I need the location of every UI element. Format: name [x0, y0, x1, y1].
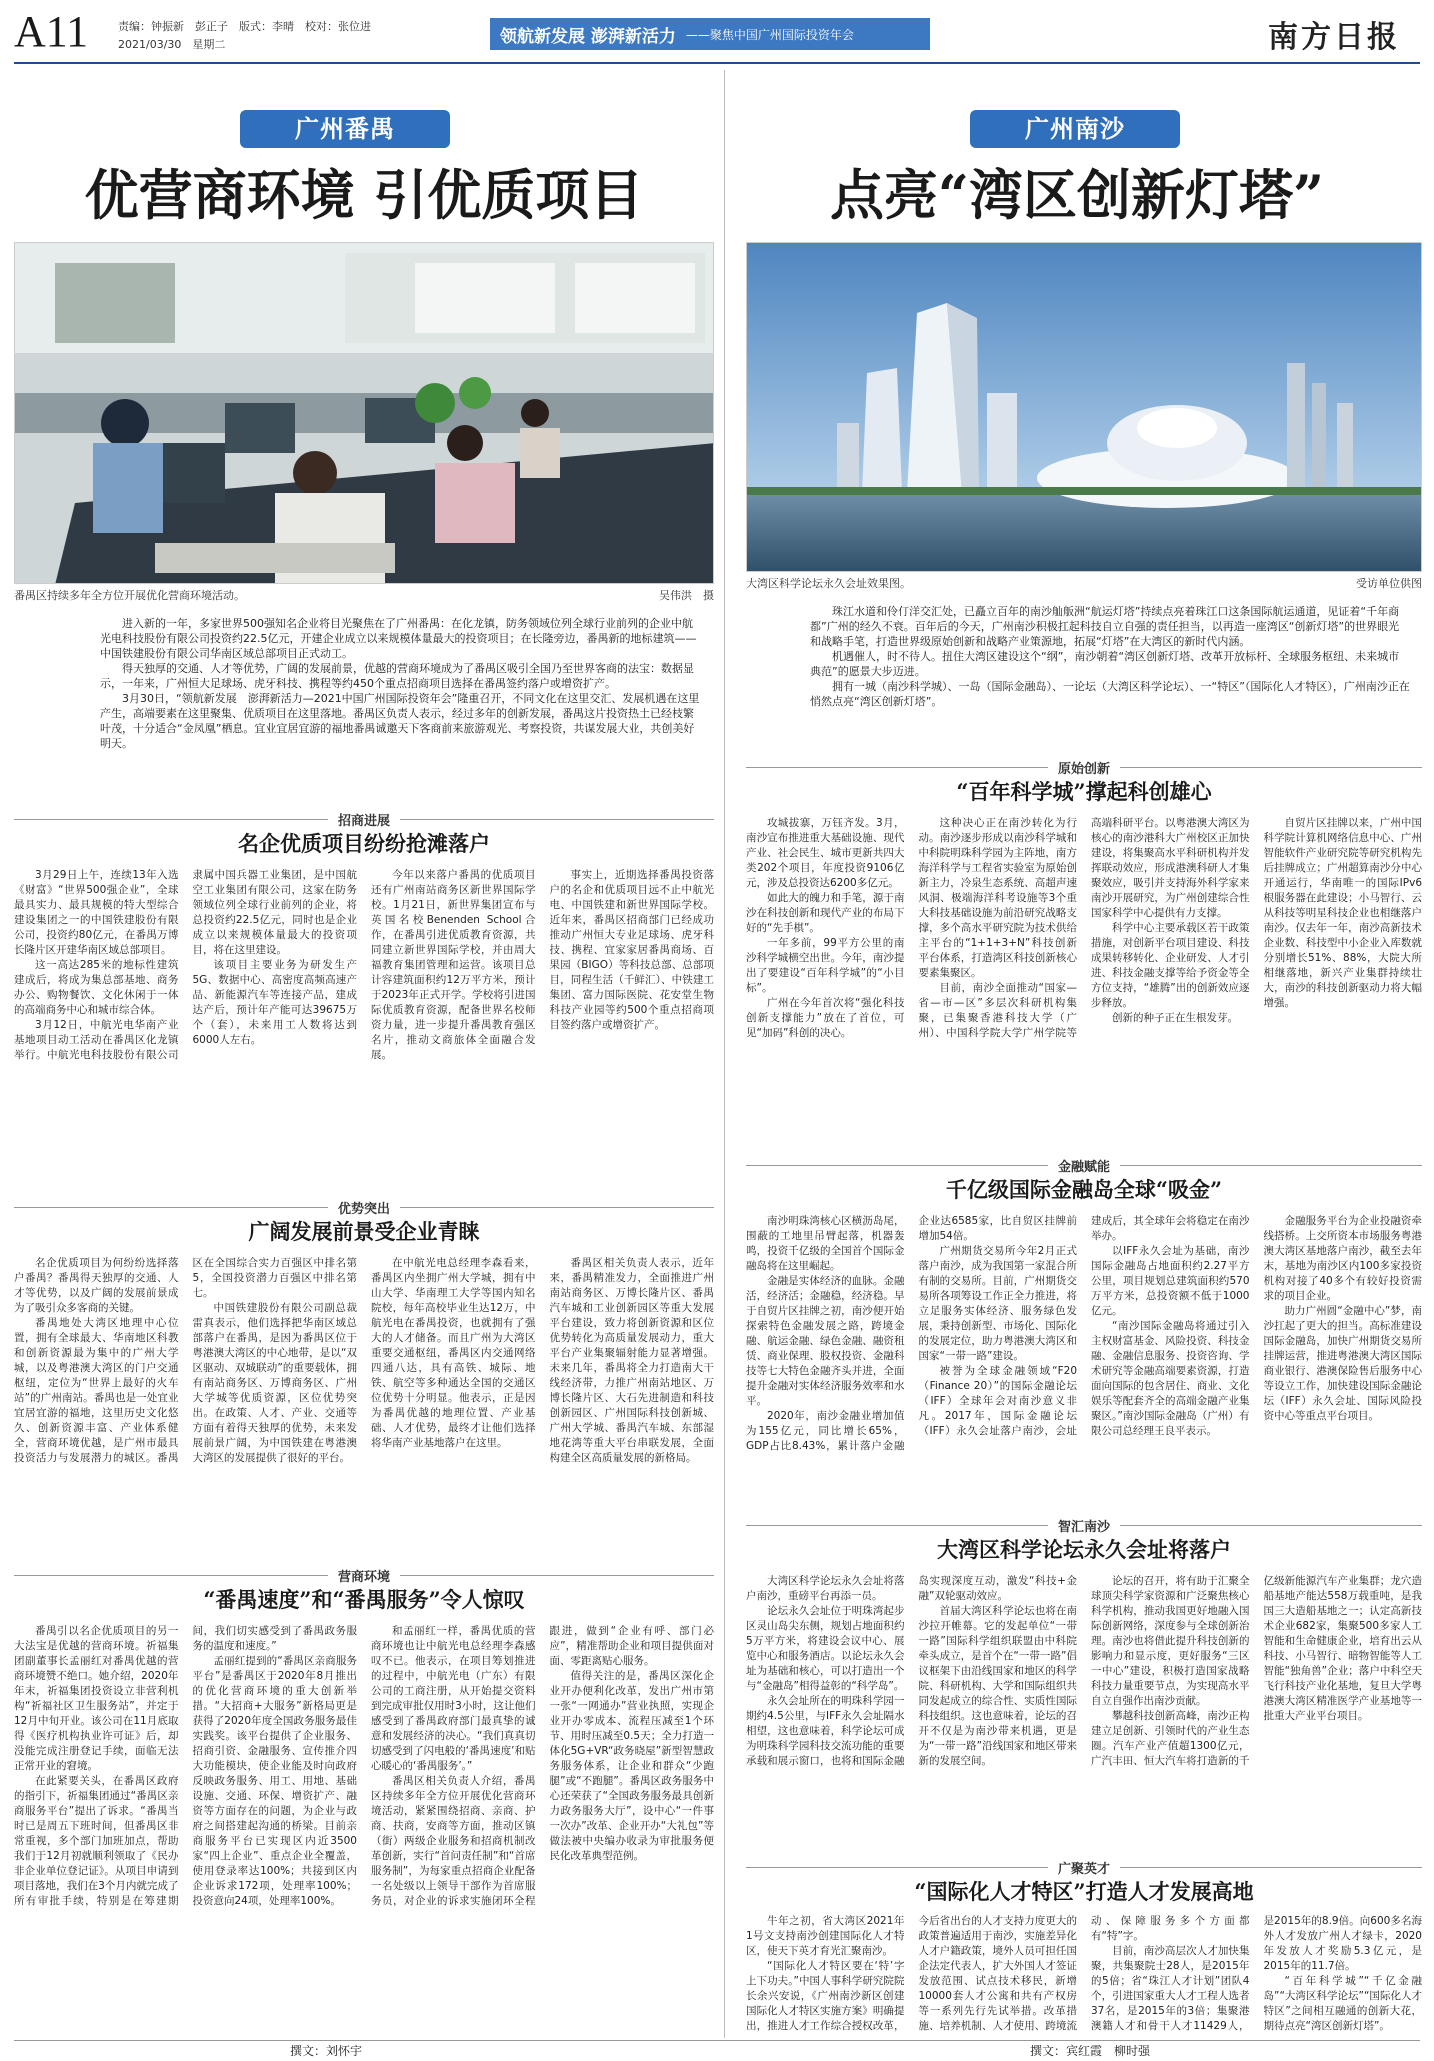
- kicker-label: 金融赋能: [1058, 1160, 1111, 1175]
- kicker-talent-wisdom: [746, 1516, 1422, 1535]
- paragraph: 自贸片区挂牌以来，广州中国科学院计算机网络信息中心、广州智能软件产业研究院等研究机构先后挂牌成立；广州超算南沙分中心开通运行，华南唯一的国际IPv6根服务器在此建设；小马智行、云从科技等明星科技企业也相继落户南沙。仅去年一年，南沙高新技术企业数、科技型中小企业入库数就分别增长51%、88%，大院大所相继落地，新兴产业集群持续壮大，南沙的科技创新驱动力将大幅增强。: [1263, 817, 1422, 1009]
- photo-caption-nansha: 大湾区科学论坛永久会址效果图。: [746, 577, 911, 590]
- kicker-rule: [14, 1575, 328, 1576]
- paragraph: 番禺引以名企优质项目的另一大法宝是优越的营商环境。祈福集团副董事长孟丽红对番禺优越的营商环境赞不绝口。她介绍，2020年年末，祈福集团投资设立非营利机构“祈福社区卫生服务站”，并定于12月中旬开业。该公司在11月底取得《医疗机构执业许可证》后，却没能完成注册登记手续，面临无法正常开业的窘境。: [14, 1625, 179, 1772]
- kicker-label: 营商环境: [338, 1570, 391, 1585]
- paragraph: 牛年之初，省大湾区2021年1号文支持南沙创建国际化人才特区，使天下英才育光汇聚南沙。: [746, 1915, 905, 1957]
- subhead-talent-zone: “国际化人才特区”打造人才发展高地: [914, 1879, 1254, 1904]
- paragraph: 助力广州圆“金融中心”梦，南沙扛起了更大的担当。高标准建设国际金融岛，加快广州期货交易所挂牌运营，推进粤港澳大湾区国际商业银行、港澳保险售后服务中心等设立工作，加快建设国际金融论坛（IFF）永久会址、国际风险投资中心等重点平台项目。: [1263, 1305, 1422, 1422]
- footer-rule: [14, 2040, 1420, 2041]
- paragraph: “国际化人才特区要在‘特’字上下功夫。”中国人事科学研究院院长余兴安说，《广州南沙新区创建国际化人才特区实施方案》明确提出，推进人才工作综合授权改革，今后省出台的人才支持力度更大的政策普遍适用于南沙，实施差异化人才户籍政策，境外人员可担任国企法定代表人，扩大外国人才签证发放范围、试点技术移民，新增10000套人才公寓和共有产权房等一系列先行先试举措。改革措施、培养机制、人才使用、跨境流动、保障服务多个方面都有“特”字。: [746, 1915, 1250, 2032]
- article-talent-zone: [746, 1914, 1422, 2034]
- photo-caption-panyu: 番禺区持续多年全方位开展优化营商环境活动。: [14, 589, 245, 602]
- article-science-forum: [746, 1574, 1422, 1852]
- paragraph: 如此大的魄力和手笔，源于南沙在科技创新和现代产业的布局下好的“先手棋”。: [746, 892, 905, 934]
- section-tag-nansha: 广州南沙: [970, 110, 1180, 148]
- paragraph: 事实上，近期选择番禺投资落户的名企和优质项目远不止中航光电、中国铁建和新世界国际学校。近年来，番禺区招商部门已经成功推动广州恒大专业足球场、虎牙科技、携程、宜家家居番禺商场、百果园（BIGO）等科技总部、总部项目，同程生活（千鲜汇）、中铁建工集团、富力国际医院、花安堂生物科技产业园等约500个重点招商项目签约落户或增资扩产。: [549, 869, 714, 1031]
- paragraph: “南沙国际金融岛将通过引入主权财富基金、风险投资、科技金融、金融信息服务、投资咨询、学术研究等金融高端要素资源，打造面向国际的包含居住、商业、文化娱乐等配套齐全的高端金融产业集聚区。”南沙国际金融岛（广州）有限公司总经理王良平表示。: [1091, 1320, 1250, 1437]
- column-divider: [724, 70, 725, 2038]
- kicker-talent-gathering: [746, 1858, 1422, 1877]
- paragraph: 攀越科技创新高峰，南沙正构建立足创新、引领时代的产业生态圈。汽车产业产值超1300亿元，广汽丰田、恒大汽车将打造新的千亿级新能源汽车产业集群；龙穴造船基地产能达558万载重吨，是我国三大造船基地之一；认定高新技术企业682家，集聚500多家人工智能和生命健康企业，培育出云从科技、小马智行、暗物智能等人工智能“独角兽”企业；落户中科空天飞行科技产业化基地，复旦大学粤港澳大湾区精准医学产业基地等一批重大产业平台项目。: [1091, 1575, 1422, 1767]
- photo-nansha-forum-rendering: [746, 242, 1422, 572]
- kicker-rule: [1120, 767, 1422, 768]
- paragraph: 金融是实体经济的血脉。金融活，经济活；金融稳，经济稳。早于自贸片区挂牌之初，南沙便开始探索特色金融发展之路，跨境金融、航运金融、绿色金融、融资租赁、商业保理、股权投资、金融科技等七大特色金融齐头并进，全面提升金融对实体经济服务效率和水平。: [746, 1275, 905, 1407]
- kicker-rule: [746, 767, 1048, 768]
- paragraph: 今年以来落户番禺的优质项目还有广州南站商务区新世界国际学校。1月21日，新世界集团宣布与英国名校Benenden School合作，在番禺引进优质教育资源，共同建立新世界国际学校，并由周大福教育集团管理和运营。该项目总计容建筑面积约12万平方米，预计于2023年正式开学。学校将引进国际优质教育资源，配备世界名校师资力量，进一步提升番禺教育强区名片，推动文商旅体全面融合发展。: [371, 869, 536, 1061]
- banner-subtitle: ——聚焦中国广州国际投资年会: [685, 27, 854, 42]
- kicker-rule: [14, 1207, 328, 1208]
- kicker-label: 原始创新: [1058, 762, 1111, 777]
- newspaper-masthead: 南方日报: [1268, 20, 1400, 55]
- paragraph: 在中航光电总经理李森看来，番禺区内坐拥广州大学城，拥有中山大学、华南理工大学等国内知名院校，每年高校毕业生达12万，中航光电在番禺投资，也就拥有了强大的人才储备。而且广州为大湾区重要交通枢纽，番禺区内交通网络四通八达，具有高铁、城际、地铁、航空等多种通达全国的交通区位优势十分明显。他表示，正是因为番禺优越的地理位置、产业基础、人才优势，最终才让他们选择将华南产业基地落户在这里。: [371, 1257, 536, 1449]
- subhead-famous-firms: 名企优质项目纷纷抢滩落户: [238, 831, 490, 856]
- article-finance-island: [746, 1214, 1422, 1510]
- subhead-finance-island: 千亿级国际金融岛全球“吸金”: [945, 1177, 1223, 1202]
- byline-nansha: 撰文：宾红霞 柳时强: [1030, 2044, 1151, 2058]
- kicker-rule: [400, 1575, 714, 1576]
- kicker-rule: [1120, 1525, 1422, 1526]
- kicker-rule: [1120, 1867, 1422, 1868]
- kicker-rule: [1120, 1165, 1422, 1166]
- paragraph: 和孟丽红一样，番禺优质的营商环境也让中航光电总经理李森感叹不已。他表示，在项目筹划推进的过程中，中航光电（广东）有限公司的工商注册，从开始提交资料到完成审批仅用时3小时，这让他们感受到了番禺政府部门最真挚的诚意和发展经济的决心。“我们真真切切感受到了闪电般的‘番禺速度’和贴心暖心的‘番禺服务’。”: [371, 1625, 536, 1772]
- paragraph: 值得关注的是，番禺区深化企业开办便利化改革，发出广州市第一张“一网通办”营业执照，实现企业开办零成本、流程压减至1个环节、用时压减至0.5天；全力打造一体化5G+VR“政务晓屋”新型智慧政务服务体系，让企业和群众“少跑腿”或“不跑腿”。番禺区政务服务中心还荣获了“全国政务服务最具创新力政务服务大厅”，设中心“一件事一次办”改革、企业开办“大礼包”等做法被中央编办收录为审批服务便民化改革典型范例。: [549, 1670, 714, 1862]
- lead-paragraph: 拥有一城（南沙科学城）、一岛（国际金融岛）、一论坛（大湾区科学论坛）、一“特区”（国际化人才特区），广州南沙正在悄然点亮“湾区创新灯塔”。: [810, 680, 1410, 708]
- kicker-advantages: [14, 1198, 714, 1217]
- lead-paragraph: 机遇催人，时不待人。扭住大湾区建设这个“纲”，南沙朝着“湾区创新灯塔、改革开放标杆、全球服务枢纽、未来城市典范”的愿景大步迈进。: [810, 650, 1400, 678]
- kicker-investment-progress: [14, 810, 714, 829]
- paragraph: 这种决心正在南沙转化为行动。南沙逐步形成以南沙科学城和中科院明珠科学园为主阵地，南方海洋科学与工程省实验室为原始创新主力，冷泉生态系统、高超声速风洞、极端海洋科考设施等3个重大科技基础设施为前沿研究战略支撑，多个高水平研究院为技术供给主平台的“1+1+3+N”科技创新平台体系，打造湾区科技创新核心要素集聚区。: [918, 817, 1077, 979]
- paragraph: 以IFF永久会址为基础，南沙国际金融岛占地面积约2.27平方公里，项目规划总建筑面积约570万平方米，总投资额不低于1000亿元。: [1091, 1245, 1250, 1317]
- paragraph: 番禺地处大湾区地理中心位置，拥有全球最大、华南地区科教和创新资源最为集中的广州大学城，以及粤港澳大湾区的门户交通枢纽，定位为“世界上最好的火车站”的广州南站。番禺也是一处宜业宜居宜游的福地，这里历史文化悠久、创新资源丰富、产业体系健全，营商环境优越，是广州市最具投资活力与发展潜力的城区。番禺区在全国综合实力百强区中排名第5，全国投资潜力百强区中排名第七。: [14, 1257, 357, 1464]
- headline-nansha: 点亮“湾区创新灯塔”: [829, 163, 1325, 227]
- editors-line: 责编：钟振新 彭正子 版式：李晴 校对：张位进: [118, 20, 371, 33]
- photo-nansha-illustration: [747, 243, 1422, 572]
- lead-paragraph: 得天独厚的交通、人才等优势，广阔的发展前景，优越的营商环境成为了番禺区吸引全国乃至世界客商的法宝：数据显示，一年来，广州恒大足球场、虎牙科技、携程等约450个重点招商项目选择在番禺签约落户或增资扩产。: [100, 662, 694, 690]
- paragraph: 名企优质项目为何纷纷选择落户番禺？番禺得天独厚的交通、人才等优势，以及广阔的发展前景成为了吸引众多客商的关键。: [14, 1257, 179, 1314]
- paragraph: 3月12日，中航光电华南产业基地项目动工活动在番禺区化龙镇举行。中航光电科技股份有限公司隶属中国兵器工业集团，是中国航空工业集团有限公司，这家在防务领域位列全球行业前列的企业，将总投资约22.5亿元，同时也是企业成立以来规模体量最大的投资项目，将在这里建设。: [14, 869, 357, 1061]
- kicker-label: 智汇南沙: [1058, 1520, 1111, 1535]
- paragraph: 2020年，南沙金融业增加值为155亿元，同比增长65%，GDP占比8.43%，累计落户金融企业达6585家，比自贸区挂牌前增加54倍。: [746, 1215, 1077, 1452]
- kicker-rule: [746, 1525, 1048, 1526]
- paragraph: 攻城拔寨，万钰齐发。3月，南沙宣布推进重大基础设施、现代产业、社会民生、城市更新共四大类202个项目，年度投资9106亿元，涉及总投资达6200多亿元。: [746, 817, 905, 889]
- photo-panyu-service-hall: [14, 242, 714, 584]
- paragraph: 广州期货交易所今年2月正式落户南沙，成为我国第一家混合所有制的交易所。目前，广州期货交易所各项筹设工作正全力推进，将立足服务实体经济、服务绿色发展，秉持创新型、市场化、国际化的发展定位，助力粤港澳大湾区和国家“一带一路”建设。: [918, 1245, 1077, 1362]
- paragraph: 金融服务平台为企业投融资牵线搭桥。上交所资本市场服务粤港澳大湾区基地落户南沙，截至去年末，基地为南沙区内100多家投资机构对接了40多个有较好投资需求的项目企业。: [1263, 1215, 1422, 1302]
- kicker-label: 广聚英才: [1058, 1862, 1111, 1877]
- article-panyu-speed: [14, 1624, 714, 2032]
- page-number: A11: [14, 7, 89, 56]
- lead-paragraph: 珠江水道和伶仃洋交汇处，已矗立百年的南沙舢舨洲“航运灯塔”持续点亮着珠江口这条国际航运通道，见证着“千年商都”广州的经久不衰。百年后的今天，广州南沙积极扛起科技自立自强的责任担当，以再造一座湾区“创新灯塔”的世界眼光和战略手笔，打造世界级原始创新和战略产业策源地，拓展“灯塔”在大湾区的新时代内涵。: [810, 605, 1400, 648]
- paragraph: 广州在今年首次将“强化科技创新支撑能力”放在了首位，可见“加码”科创的决心。: [746, 997, 905, 1039]
- paragraph: 孟丽红提到的“番禺区亲商服务平台”是番禺区于2020年8月推出的优化营商环境的重大创新举措。“大招商+大服务”新格局更是获得了2020年度全国政务服务最佳实践奖。该平台提供了企业服务、招商引资、金融服务、宣传推介四大功能模块，使企业能及时向政府反映政务服务、用工、用地、基础设施、交通、环保、增资扩产、融资等方面存在的问题，为企业与政府之间搭建起沟通的桥梁。目前亲商服务平台已实现区内近3500家“四上企业”、重点企业全覆盖，使用登录率达100%；共接到区内企业诉求172项，处理率100%；投资意向24项，处理率100%。: [192, 1655, 357, 1907]
- headline-panyu: 优营商环境 引优质项目: [84, 163, 644, 227]
- lead-panyu: [100, 616, 700, 796]
- paragraph: 南沙明珠湾核心区横沥岛尾，围蔽的工地里吊臂起落，机器轰鸣，投资千亿级的全国首个国际金融岛将在这里崛起。: [746, 1215, 905, 1272]
- paragraph: 首届大湾区科学论坛也将在南沙拉开帷幕。它的发起单位“一带一路”国际科学组织联盟由中科院牵头成立，是首个在“一带一路”倡议框架下由沿线国家和地区的科学院、科研机构、大学和国际组织共同发起成立的综合性、实质性国际科技组织。这也意味着，论坛的召开不仅是为南沙带来机遇，更是为“一带一路”沿线国家和地区带来新的发展空间。: [918, 1605, 1077, 1767]
- paragraph: 目前，南沙高层次人才加快集聚，共集聚院士28人，是2015年的5倍；省“珠江人才计划”团队4个，引进国家重大人才工程人选者37名，是2015年的3倍；集聚港澳籍人才和骨干人才11429人，是2015年的8.9倍。向600多名海外人才发放广州人才绿卡，2020年发放人才奖励5.3亿元，是2015年的11.7倍。: [1091, 1915, 1422, 2032]
- article-famous-firms: [14, 868, 714, 1194]
- paragraph: 科学中心主要承载区若干政策措施，对创新平台项目建设、科技成果转移转化、企业研发、人才引进、科技金融支撑等给予资金等全方位支持，“雄腾”出的创新效应逐步释放。: [1091, 922, 1250, 1009]
- paragraph: 一年多前，99平方公里的南沙科学城横空出世。今年，南沙提出了要建设“百年科学城”的“小目标”。: [746, 937, 905, 994]
- paragraph: 永久会址所在的明珠科学园一期约4.5公里，与IFF永久会址隔水相望，这也意味着，科学论坛可成为明珠科学园科技交流功能的重要承载和展示窗口，也将和国际金融岛实现深度互动，激发“科技+金融”双轮驱动效应。: [746, 1575, 1077, 1767]
- kicker-business-environment: [14, 1566, 714, 1585]
- lead-nansha: [810, 604, 1410, 754]
- kicker-original-innovation: [746, 758, 1422, 777]
- article-science-city: [746, 816, 1422, 1150]
- kicker-label: 招商进展: [338, 814, 391, 829]
- paragraph: 论坛的召开，将有助于汇聚全球顶尖科学家资源和广泛聚焦核心科学机构，推动我国更好地融入国际创新网络，深度参与全球创新治理。南沙也将借此提升科技创新的影响力和显示度，更好服务“三区一中心”建设，积极打造国家战略科技力量重要节点，为实现高水平自立自强作出南沙贡献。: [1091, 1575, 1250, 1707]
- kicker-finance: [746, 1156, 1422, 1175]
- paragraph: 该项目主要业务为研发生产5G、数据中心、高密度高频高速产品、新能源汽车等连接产品，建成达产后，预计年产能可达39675万个（套），未来用工人数将达到6000人左右。: [192, 959, 357, 1046]
- date-line: 2021/03/30 星期二: [118, 38, 226, 51]
- subhead-science-city: “百年科学城”撑起科创雄心: [956, 779, 1212, 804]
- paragraph: 番禺区相关负责人表示，近年来，番禺精准发力，全面推进广州南站商务区、万博长隆片区、番禺汽车城和工业创新园区等重大发展平台建设，致力将创新资源和区位优势转化为高质量发展动力，重大平台产业集聚辐射能力显著增强。未来几年，番禺将全力打造南大干线经济带，力推广州南站地区、万博长隆片区、大石先进制造和科技创新园区、广州国际科技创新城、广州大学城、番禺汽车城、东部湿地花湾等重大平台串联发展，全面构建全区高质量发展的新格局。: [549, 1257, 714, 1464]
- paragraph: 在此紧要关头，在番禺区政府的指引下，祈福集团通过“番禺区亲商服务平台”提出了诉求。“番禺当时已是周五下班时间，但番禺区非常重视，多个部门加班加点，帮助我们于12月初就顺利领取了《民办非企业单位登记证》。从项目申请到项目落地，我们在3个月内就完成了所有审批手续，特别是在筹建期间，我们切实感受到了番禺政务服务的温度和速度。”: [14, 1625, 357, 1907]
- paragraph: 中国铁建股份有限公司副总裁雷真表示，他们选择把华南区域总部落户在番禺，是因为番禺区位于粤港澳大湾区的中心地带，是以“双区驱动、双城联动”的重要载体，拥有南站商务区、万博商务区、广州大学城等优质资源，区位优势突出。在政策、人才、产业、交通等方面有着得天独厚的优势，未来发展前景广阔，为中国铁建在粤港澳大湾区的发展提供了很好的平台。: [192, 1302, 357, 1464]
- paragraph: 目前，南沙全面推动“国家—省—市—区”多层次科研机构集聚，已集聚香港科技大学（广州）、中国科学院大学广州学院等高端科研平台。以粤港澳大湾区为核心的南沙港科大广州校区正加快建设，将集聚高水平科研机构并发挥联动效应，形成港澳科研人才集聚效应，吸引并支持海外科学家来南沙开展研究，为广州创建综合性国家科学中心提供有力支撑。: [918, 817, 1250, 1039]
- kicker-label: 优势突出: [338, 1202, 391, 1217]
- section-tag-panyu: 广州番禺: [240, 110, 450, 148]
- subhead-prospects: 广阔发展前景受企业青睐: [248, 1219, 480, 1244]
- banner-title: 领航新发展 澎湃新活力: [500, 26, 676, 47]
- subhead-science-forum: 大湾区科学论坛永久会址将落户: [937, 1537, 1231, 1562]
- photo-credit-panyu: 吴伟洪 摄: [659, 589, 714, 602]
- photo-panyu-illustration: [15, 243, 714, 584]
- article-prospects: [14, 1256, 714, 1560]
- special-banner: [490, 18, 930, 50]
- lead-paragraph: 3月30日，“领航新发展 澎湃新活力—2021中国广州国际投资年会”隆重召开，不同文化在这里交汇、发展机遇在这里产生，高端要素在这里聚集、优质项目在这里落地。番禺区负责人表示，经过多年的创新发展，番禺这片投资热土已经枝繁叶茂，十分适合“金凤凰”栖息。宜业宜居宜游的福地番禺诚邀天下客商前来旅游观光、考察投资，共谋发展大业，共创美好明天。: [100, 692, 700, 750]
- photo-credit-nansha: 受访单位供图: [1356, 577, 1422, 590]
- kicker-rule: [400, 1207, 714, 1208]
- paragraph: 3月29日上午，连续13年入选《财富》“世界500强企业”，全球最具实力、最具规模的特大型综合建设集团之一的中国铁建股份有限公司，投资约80亿元，在番禺万博长隆片区开建华南区域总部项目。: [14, 869, 179, 956]
- paragraph: 论坛永久会址位于明珠湾起步区灵山岛尖东侧，规划占地面积约5万平方米，将建设会议中心、展览中心和服务酒店。以论坛永久会址为基础和核心，可以打造出一个与“金融岛”相得益彰的“科学岛”。: [746, 1605, 905, 1692]
- kicker-rule: [14, 819, 328, 820]
- header-rule: [14, 62, 1420, 64]
- paragraph: 番禺区相关负责人介绍，番禺区持续多年全方位开展优化营商环境活动，紧紧围绕招商、亲商、护商、扶商，安商等方面，推动区镇（街）两级企业服务和招商机制改革创新，实行“首问责任制”和“首席服务制”，为每家重点招商企业配备一名处级以上领导干部作为首席服务员，对企业的诉求实施闭环全程跟进，做到“企业有呼、部门必应”，精准帮助企业和项目提供面对面、零距离贴心服务。: [371, 1625, 714, 1907]
- paragraph: 这一高达285米的地标性建筑建成后，将成为集总部基地、商务办公、购物餐饮、文化休闲于一体的高端商务中心和城市综合体。: [14, 959, 179, 1016]
- paragraph: “百年科学城”“千亿金融岛”“大湾区科学论坛”“国际化人才特区”之间相互融通的创新大花，期待点亮“湾区创新灯塔”。: [1263, 1975, 1422, 2032]
- paragraph: 创新的种子正在生根发芽。: [1112, 1012, 1238, 1024]
- kicker-rule: [400, 819, 714, 820]
- kicker-rule: [746, 1867, 1048, 1868]
- paragraph: 被誉为全球金融领域“F20（Finance 20）”的国际金融论坛（IFF）全球年会对南沙意义非凡。2017年，国际金融论坛（IFF）永久会址落户南沙，会址建成后，其全球年会将稳定在南沙举办。: [918, 1215, 1250, 1437]
- lead-paragraph: 进入新的一年，多家世界500强知名企业将目光聚焦在了广州番禺：在化龙镇，防务领域位列全球行业前列的企业中航光电科技股份有限公司投资约22.5亿元，开建企业成立以来规模体量最大的投资项目；在长隆旁边，番禺新的地标建筑——中国铁建股份有限公司华南区域总部项目正式动工。: [100, 617, 697, 660]
- kicker-rule: [746, 1165, 1048, 1166]
- paragraph: 大湾区科学论坛永久会址将落户南沙，重磅平台再添一员。: [746, 1575, 905, 1602]
- byline-panyu: 撰文：刘怀宇: [290, 2044, 363, 2058]
- subhead-panyu-speed: “番禺速度”和“番禺服务”令人惊叹: [203, 1587, 525, 1612]
